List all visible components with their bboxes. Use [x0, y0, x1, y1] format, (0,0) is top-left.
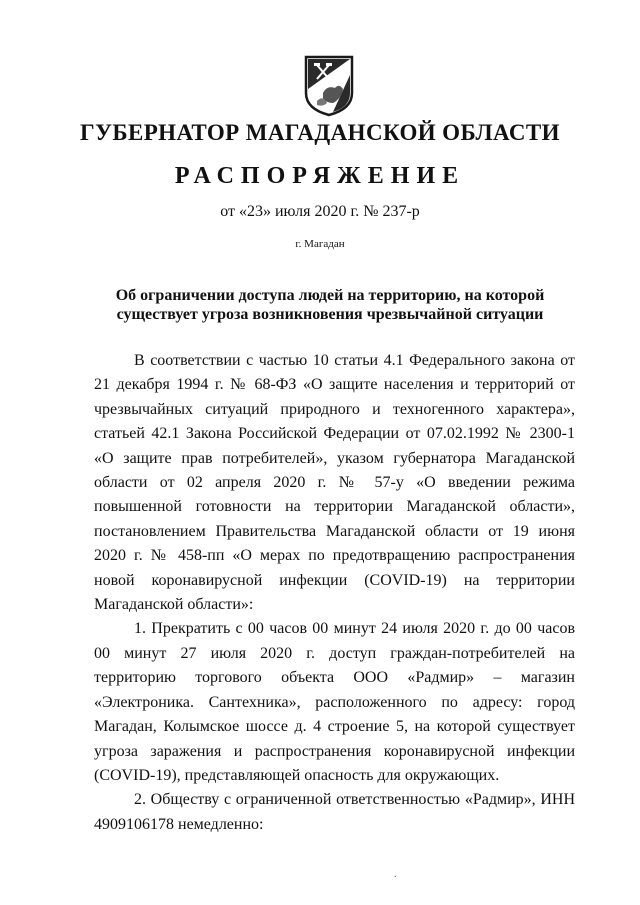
governor-title: ГУБЕРНАТОР МАГАДАНСКОЙ ОБЛАСТИ	[80, 120, 560, 145]
subject-line-1: Об ограничении доступа людей на территорию, на которой	[115, 287, 545, 304]
document-city: г. Магадан	[295, 238, 345, 250]
subject-line-2: существует угроза возникновения чрезвычайной ситуации	[116, 306, 544, 323]
item-2-paragraph: 2. Обществу с ограниченной ответственностью «Радмир», ИНН 4909106178 немедленно:	[94, 791, 575, 833]
document-date-number: от «23» июля 2020 г. № 237-р	[220, 203, 420, 220]
document-body	[94, 349, 575, 837]
document-subject	[100, 286, 560, 324]
preamble-paragraph: В соответствии с частью 10 статьи 4.1 Федерального закона от 21 декабря 1994 г. № 68-ФЗ «О защите населения и территорий от чрезвычайных ситуаций природного и техногенного характера», статьей 42.1 Закона Российской Федерации от 07.02.1992 № 2300-1 «О защите прав потребителей», указом губернатора Магаданской области от 02 апреля 2020 г. № 57-у «О введении режима повышенной готовности на территории Магаданской области», постановлением Правительства Магаданской области от 19 июня 2020 г. № 458-пп «О мерах по предотвращению распространения новой коронавирусной инфекции (COVID-19) на территории Магаданской области»:	[94, 352, 575, 614]
coat-of-arms-icon	[303, 55, 355, 117]
item-1-paragraph: 1. Прекратить с 00 часов 00 минут 24 июля 2020 г. до 00 часов 00 минут 27 июля 2020 г. доступ граждан-потребителей на территорию торгового объекта ООО «Радмир» – магазин «Электроника. Сантехника», расположенного по адресу: город Магадан, Колымское шоссе д. 4 строение 5, на которой существует угроза заражения и распространения коронавирусной инфекции (COVID-19), представляющей опасность для окружающих.	[94, 620, 575, 784]
page-mark: .	[394, 869, 397, 880]
document-type: РАСПОРЯЖЕНИЕ	[174, 163, 466, 189]
